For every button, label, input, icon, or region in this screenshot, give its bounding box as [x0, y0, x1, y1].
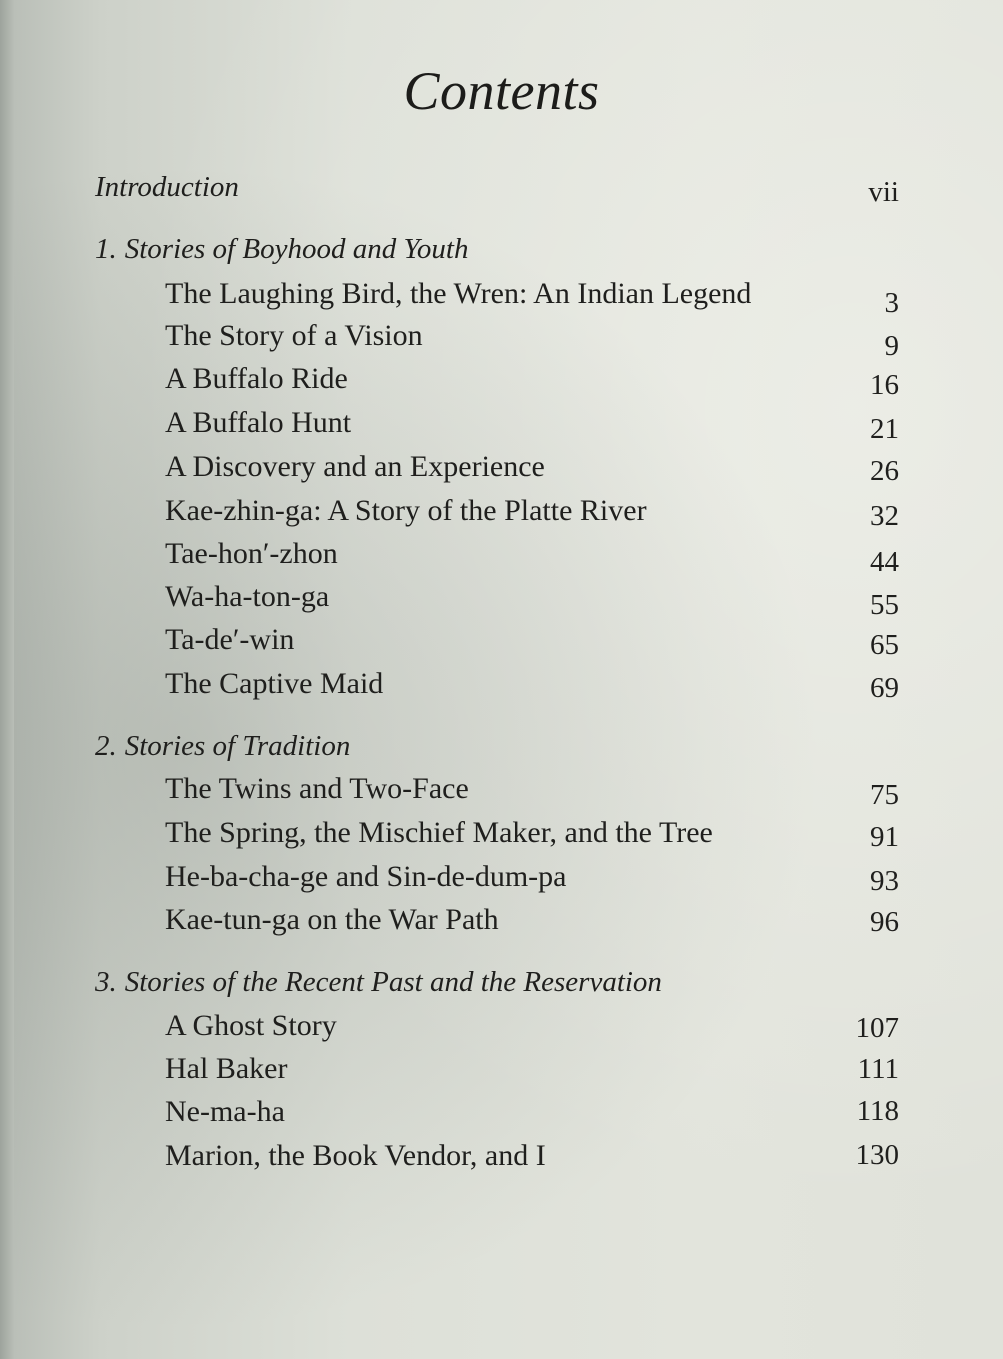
toc-entry-title: The Twins and Two-Face	[165, 772, 469, 805]
toc-entry-page: 55	[870, 589, 899, 621]
toc-entry-title: Marion, the Book Vendor, and I	[165, 1139, 546, 1172]
toc-entry-title: A Buffalo Hunt	[165, 406, 352, 439]
toc-entry-page: 69	[870, 672, 899, 704]
toc-entry-page: 107	[855, 1012, 899, 1044]
section-title: Stories of Boyhood and Youth	[124, 233, 469, 265]
toc-entry-page: 16	[870, 369, 899, 401]
toc-entry-title: The Laughing Bird, the Wren: An Indian Legend	[165, 277, 752, 310]
toc-entry-title: The Spring, the Mischief Maker, and the Tree	[165, 816, 713, 849]
toc-entry-page: 111	[857, 1053, 899, 1085]
toc-entry-page: 93	[870, 865, 899, 897]
toc-entry-title: Kae-zhin-ga: A Story of the Platte River	[165, 494, 647, 527]
section-number: 2.	[95, 730, 117, 762]
toc-entry-page: 65	[870, 629, 899, 661]
toc-entry-page: 91	[870, 821, 899, 853]
toc-entry-title: Kae-tun-ga on the War Path	[165, 903, 499, 936]
section-number: 3.	[95, 966, 117, 998]
toc-entry-title: Hal Baker	[165, 1052, 288, 1085]
section-heading-3	[95, 963, 662, 1001]
toc-entry-title: The Captive Maid	[165, 667, 384, 700]
toc-entry-title: He-ba-cha-ge and Sin-de-dum-pa	[165, 860, 567, 893]
section-heading-2	[95, 727, 350, 765]
contents-title: Contents	[403, 61, 600, 121]
toc-entry-title: Ta-de′-win	[165, 623, 295, 656]
toc-entry-page: 9	[884, 330, 899, 362]
toc-entry-title: A Ghost Story	[165, 1009, 337, 1042]
toc-entry-page: 3	[884, 287, 899, 319]
toc-entry-title: Wa-ha-ton-ga	[165, 580, 330, 613]
section-title: Stories of Tradition	[124, 730, 351, 762]
section-heading-1	[95, 230, 468, 268]
toc-entry-title: A Buffalo Ride	[165, 362, 348, 395]
toc-entry-page: 26	[870, 455, 899, 487]
toc-entry-page: 118	[856, 1095, 899, 1127]
page-edge-shadow	[0, 0, 14, 1359]
toc-entry-page: 130	[855, 1139, 899, 1171]
section-number: 1.	[95, 233, 117, 265]
toc-entry-title: Tae-hon′-zhon	[165, 537, 338, 570]
introduction-label: Introduction	[95, 171, 239, 203]
toc-entry-page: 75	[870, 779, 899, 811]
toc-entry-page: 44	[870, 546, 899, 578]
toc-entry-page: 32	[870, 500, 899, 532]
section-title: Stories of the Recent Past and the Reservation	[124, 966, 662, 998]
toc-entry-page: 21	[870, 413, 899, 445]
toc-entry-title: A Discovery and an Experience	[165, 450, 545, 483]
toc-entry-page: 96	[870, 906, 899, 938]
introduction-page-number: vii	[868, 176, 899, 208]
toc-entry-title: Ne-ma-ha	[165, 1095, 285, 1128]
toc-entry-title: The Story of a Vision	[165, 319, 423, 352]
